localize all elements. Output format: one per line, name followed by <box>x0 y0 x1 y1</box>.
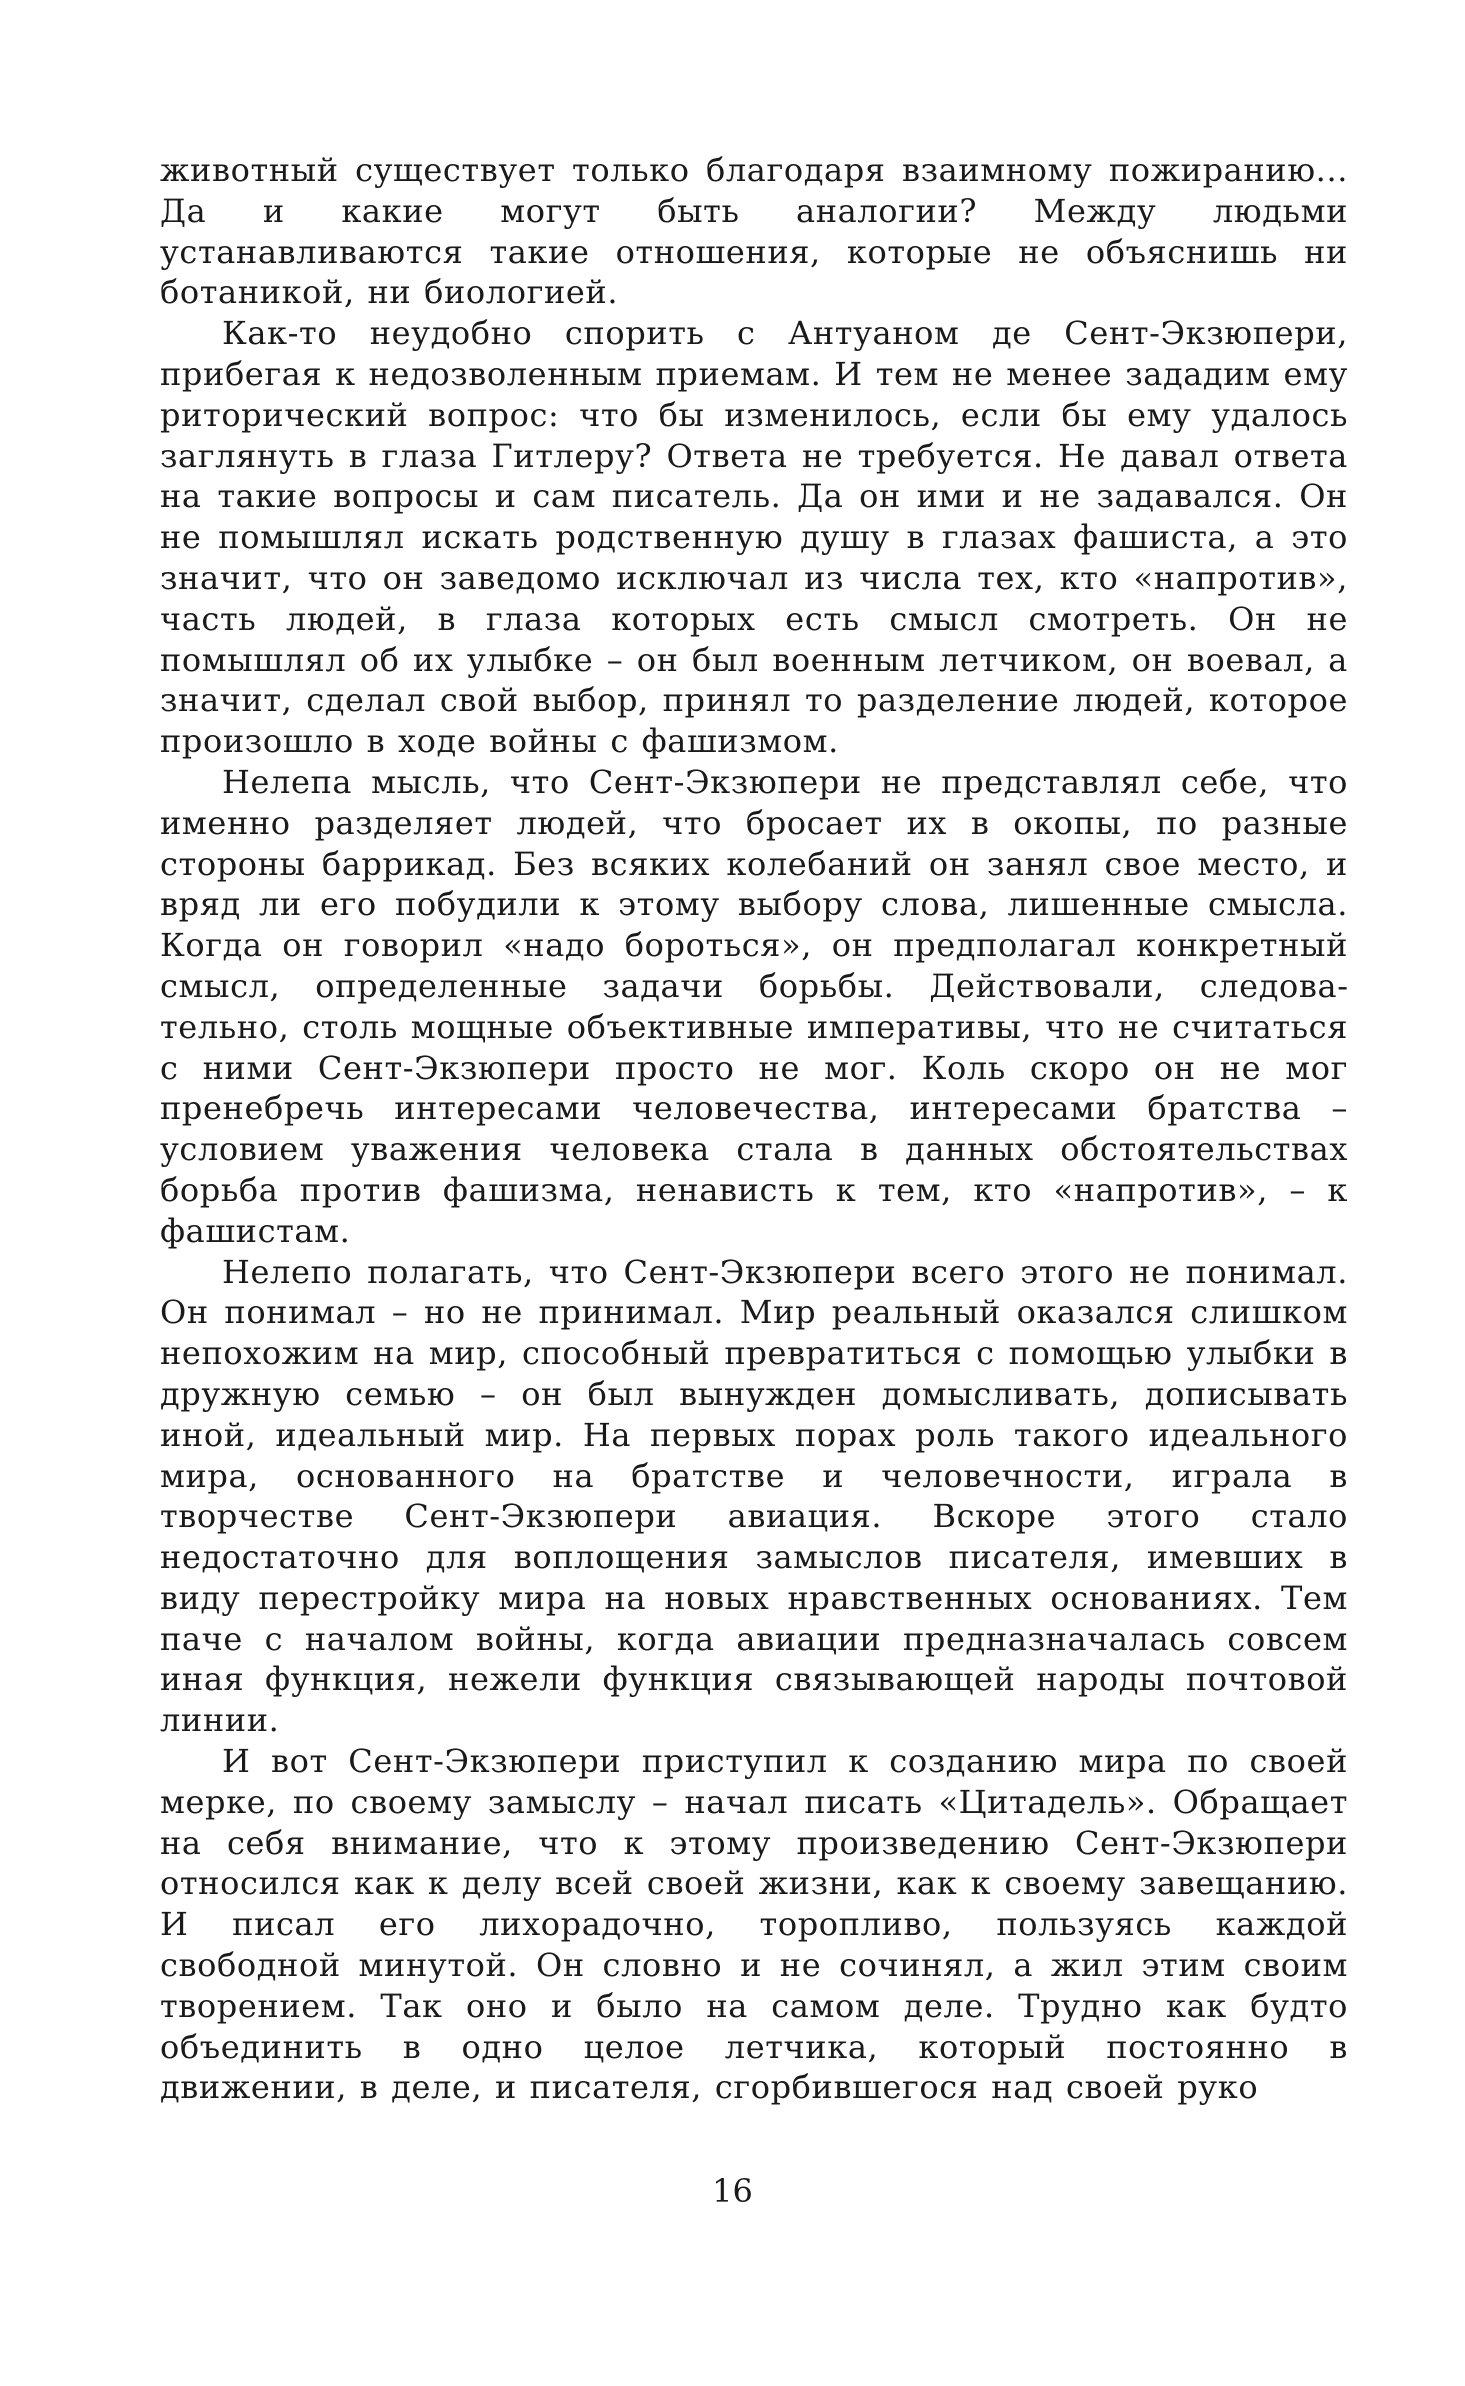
body-text <box>160 150 1348 2108</box>
page-number: 16 <box>712 2172 753 2210</box>
paragraph: И вот Сент-Экзюпери приступил к созданию мира по своей мерке, по своему замыслу – начал писать «Цитадель». Обращает на себя внимание, что к этому произведению Сент-Экзюпери относился как к делу всей своей жизни, как к своему завещанию. И писал его лихорадочно, торопливо, пользуясь каждой свободной минутой. Он словно и не сочинял, а жил этим своим творением. Так оно и было на самом деле. Трудно как будто объединить в одно целое летчика, который постоянно в движении, в деле, и писателя, сгорбившегося над своей руко <box>160 1742 1348 2107</box>
paragraph: Нелепа мысль, что Сент-Экзюпери не представлял себе, что именно разделяет людей, что бросает их в окопы, по разные стороны баррикад. Без всяких колебаний он занял свое место, и вряд ли его побудили к этому выбору слова, лишенные смысла. Когда он говорил «надо бороться», он предполагал конкретный смысл, определенные задачи борьбы. Действовали, следовательно, столь мощные объективные императивы, что не считаться с ними Сент-Экзюпери просто не мог. Коль скоро он не мог пренебречь интересами человечества, интересами братства – условием уважения человека стала в данных обстоятельствах борьба против фашизма, ненависть к тем, кто «напротив», – к фашистам. <box>160 762 1348 1250</box>
book-page <box>160 150 1348 2108</box>
paragraph-continuation: животный существует только благодаря взаимному пожиранию... Да и какие могут быть аналогии? Между людьми устанавливаются такие отношения, которые не объяснишь ни ботаникой, ни биологией. <box>160 151 1348 312</box>
paragraph: Как-то неудобно спорить с Антуаном де Сент-Экзюпери, прибегая к недозволенным приемам. И тем не менее зададим ему риторический вопрос: что бы изменилось, если бы ему удалось заглянуть в глаза Гитлеру? Ответа не требуется. Не давал ответа на такие вопросы и сам писатель. Да он ими и не задавался. Он не помышлял искать родственную душу в глазах фашиста, а это значит, что он заведомо исключал из числа тех, кто «напротив», часть людей, в глаза которых есть смысл смотреть. Он не помышлял об их улыбке – он был военным летчиком, он воевал, а значит, сделал свой выбор, принял то разделение людей, которое произошло в ходе войны с фашизмом. <box>160 314 1348 761</box>
paragraph: Нелепо полагать, что Сент-Экзюпери всего этого не понимал. Он понимал – но не принимал. Мир реальный оказался слишком непохожим на мир, способный превратиться с помощью улыбки в дружную семью – он был вынужден домысливать, дописывать иной, идеальный мир. На первых порах роль такого идеального мира, основанного на братстве и человечности, играла в творчестве Сент-Экзюпери авиация. Вскоре этого стало недостаточно для воплощения замыслов писателя, имевших в виду перестройку мира на новых нравственных основаниях. Тем паче с началом войны, когда авиации предназначалась совсем иная функция, нежели функция связывающей народы почтовой линии. <box>160 1252 1348 1740</box>
